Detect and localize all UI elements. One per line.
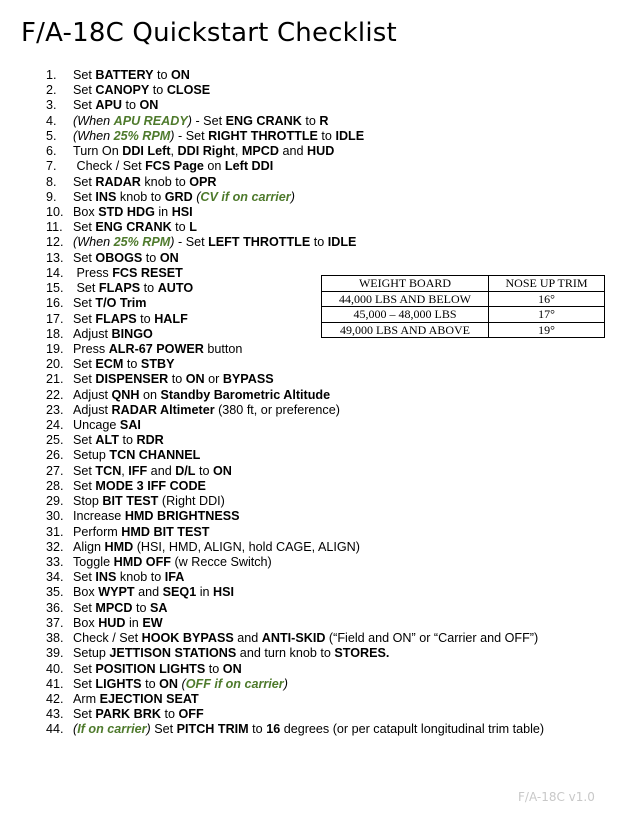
step-text: and turn knob to bbox=[236, 646, 335, 661]
step-text: in bbox=[125, 615, 143, 630]
bold-text: SAI bbox=[119, 418, 141, 433]
bold-text: FCS RESET bbox=[112, 265, 183, 280]
step-text: Set bbox=[73, 250, 96, 265]
step-text: ) bbox=[170, 128, 175, 143]
step-text: (“Field and ON” or “Carrier and OFF”) bbox=[325, 631, 539, 646]
bold-text: DDI Left bbox=[122, 144, 171, 159]
trim-cell: 17° bbox=[489, 307, 605, 323]
step-text: Stop bbox=[73, 494, 103, 509]
bold-text: EW bbox=[142, 615, 163, 630]
step-text: (380 ft, or preference) bbox=[214, 402, 340, 417]
step-text: to bbox=[118, 433, 137, 448]
bold-text: RDR bbox=[136, 433, 164, 448]
step-number: 40. bbox=[46, 661, 64, 676]
checklist-item bbox=[46, 68, 616, 83]
bold-text: Left DDI bbox=[224, 159, 274, 174]
bold-text: CANOPY bbox=[95, 83, 150, 98]
header-nose-up-trim: NOSE UP TRIM bbox=[489, 276, 605, 292]
step-text: Box bbox=[73, 204, 99, 219]
step-text: (Right DDI) bbox=[158, 494, 225, 509]
checklist-item bbox=[46, 220, 616, 235]
checklist-item bbox=[46, 159, 616, 174]
highlight-text: APU READY bbox=[113, 113, 188, 128]
checklist-item bbox=[46, 433, 616, 448]
checklist-item bbox=[46, 631, 616, 646]
step-number: 5. bbox=[46, 128, 57, 143]
checklist-item bbox=[46, 601, 616, 616]
step-text: Set bbox=[73, 189, 96, 204]
bold-text: INS bbox=[95, 189, 117, 204]
step-text: Perform bbox=[73, 524, 122, 539]
step-number: 11. bbox=[46, 220, 63, 235]
step-number: 41. bbox=[46, 676, 64, 691]
bold-text: MODE 3 IFF CODE bbox=[95, 478, 206, 493]
step-text: - Set bbox=[174, 235, 209, 250]
step-text: Set bbox=[73, 570, 96, 585]
step-text: to bbox=[248, 722, 267, 737]
bold-text: HMD bbox=[104, 539, 134, 554]
step-number: 19. bbox=[46, 341, 64, 356]
bold-text: HOOK BYPASS bbox=[141, 631, 234, 646]
bold-text: ENG CRANK bbox=[95, 220, 172, 235]
bold-text: IFF bbox=[128, 463, 148, 478]
step-text: to bbox=[140, 281, 158, 296]
step-number: 25. bbox=[46, 433, 64, 448]
checklist-item bbox=[46, 540, 616, 555]
step-text: to bbox=[122, 98, 140, 113]
bold-text: HUD bbox=[307, 144, 335, 159]
bold-text: HMD OFF bbox=[113, 555, 171, 569]
bold-text: Standby Barometric Altitude bbox=[160, 387, 331, 402]
step-number: 38. bbox=[46, 631, 64, 646]
step-number: 7. bbox=[46, 159, 57, 174]
step-number: 6. bbox=[46, 144, 57, 159]
highlight-text: 25% RPM bbox=[113, 235, 171, 250]
checklist-item bbox=[46, 692, 616, 707]
checklist-item bbox=[46, 464, 616, 479]
bold-text: MPCD bbox=[95, 600, 133, 615]
version-footer: F/A-18C v1.0 bbox=[518, 790, 595, 804]
step-text: Set bbox=[73, 478, 96, 493]
step-number: 23. bbox=[46, 402, 64, 417]
step-text: - Set bbox=[191, 113, 226, 128]
bold-text: ECM bbox=[95, 357, 124, 372]
checklist-item bbox=[46, 98, 616, 113]
bold-text: PARK BRK bbox=[95, 707, 161, 722]
checklist-item bbox=[46, 418, 616, 433]
step-number: 35. bbox=[46, 585, 64, 600]
step-text: to bbox=[168, 372, 186, 387]
step-text: Set bbox=[73, 707, 96, 722]
bold-text: ON bbox=[159, 676, 178, 691]
step-text: , bbox=[170, 144, 178, 159]
step-text: to bbox=[160, 707, 179, 722]
bold-text: WYPT bbox=[98, 585, 135, 600]
trim-cell: 16° bbox=[489, 291, 605, 307]
step-text: Set bbox=[73, 296, 96, 311]
checklist bbox=[46, 68, 616, 738]
step-text: Toggle bbox=[73, 555, 114, 569]
step-text: and bbox=[233, 631, 262, 646]
checklist-item bbox=[46, 525, 616, 540]
checklist-item bbox=[46, 251, 616, 266]
step-text: Adjust bbox=[73, 387, 112, 402]
step-number: 21. bbox=[46, 372, 64, 387]
step-number: 34. bbox=[46, 570, 64, 585]
table-row bbox=[322, 322, 605, 338]
bold-text: BYPASS bbox=[222, 372, 274, 387]
bold-text: ON bbox=[159, 250, 179, 265]
step-text: to bbox=[123, 357, 141, 372]
step-text: (When bbox=[73, 128, 114, 143]
bold-text: STORES. bbox=[334, 646, 390, 661]
step-text: Adjust bbox=[73, 326, 112, 341]
checklist-item bbox=[46, 342, 616, 357]
checklist-item bbox=[46, 677, 616, 692]
bold-text: ALR-67 POWER bbox=[108, 341, 204, 356]
bold-text: SA bbox=[150, 600, 168, 615]
trim-cell: 19° bbox=[489, 322, 605, 338]
bold-text: ON bbox=[222, 661, 242, 676]
nose-up-trim-table bbox=[321, 275, 605, 338]
step-text: to bbox=[132, 600, 151, 615]
highlight-text: CV if on carrier bbox=[200, 189, 291, 204]
step-text: , bbox=[234, 144, 242, 159]
step-text: ( bbox=[196, 189, 201, 204]
step-number: 2. bbox=[46, 83, 57, 98]
step-text: and bbox=[147, 463, 176, 478]
bold-text: INS bbox=[95, 570, 117, 585]
bold-text: BATTERY bbox=[95, 68, 154, 82]
checklist-item bbox=[46, 479, 616, 494]
step-text: Align bbox=[73, 539, 105, 554]
step-number: 3. bbox=[46, 98, 57, 113]
step-text: ) bbox=[146, 722, 151, 737]
step-number: 13. bbox=[46, 250, 64, 265]
step-number: 30. bbox=[46, 509, 64, 524]
step-text: , bbox=[121, 463, 129, 478]
step-text: degrees (or per catapult longitudinal trim table) bbox=[280, 722, 545, 737]
step-text: Check / Set bbox=[73, 159, 146, 174]
step-text: Box bbox=[73, 615, 99, 630]
bold-text: HMD BIT TEST bbox=[121, 524, 210, 539]
checklist-item bbox=[46, 114, 616, 129]
step-number: 31. bbox=[46, 524, 64, 539]
bold-text: OFF bbox=[178, 707, 204, 722]
highlight-text: OFF if on carrier bbox=[185, 676, 284, 691]
step-number: 44. bbox=[46, 722, 64, 737]
bold-text: ON bbox=[213, 463, 232, 478]
step-text: Set bbox=[73, 661, 96, 676]
bold-text: FLAPS bbox=[98, 281, 141, 296]
step-text: Arm bbox=[73, 691, 100, 706]
step-number: 27. bbox=[46, 463, 64, 478]
step-text: Set bbox=[73, 372, 96, 387]
step-text: Check / Set bbox=[73, 631, 142, 646]
bold-text: HUD bbox=[98, 615, 126, 630]
step-text: (When bbox=[73, 113, 114, 128]
bold-text: LIGHTS bbox=[95, 676, 142, 691]
step-text: Set bbox=[73, 174, 96, 189]
step-number: 42. bbox=[46, 691, 64, 706]
step-text: to bbox=[301, 113, 320, 128]
step-number: 36. bbox=[46, 600, 64, 615]
checklist-item bbox=[46, 205, 616, 220]
bold-text: RIGHT THROTTLE bbox=[208, 128, 318, 143]
bold-text: RADAR bbox=[95, 174, 141, 189]
bold-text: L bbox=[189, 220, 197, 235]
step-text: Set bbox=[73, 83, 96, 98]
step-text: to bbox=[195, 463, 214, 478]
step-text: to bbox=[310, 235, 328, 250]
step-text: ) bbox=[170, 235, 175, 250]
bold-text: EJECTION SEAT bbox=[99, 691, 199, 706]
checklist-item bbox=[46, 585, 616, 600]
step-text: - Set bbox=[174, 128, 209, 143]
checklist-item bbox=[46, 509, 616, 524]
step-text: knob to bbox=[116, 189, 165, 204]
step-number: 12. bbox=[46, 235, 64, 250]
checklist-item bbox=[46, 616, 616, 631]
bold-text: OPR bbox=[189, 174, 217, 189]
step-text: in bbox=[196, 585, 214, 600]
table-row bbox=[322, 307, 605, 323]
step-text: to bbox=[317, 128, 336, 143]
checklist-item bbox=[46, 448, 616, 463]
step-number: 39. bbox=[46, 646, 64, 661]
bold-text: JETTISON STATIONS bbox=[109, 646, 237, 661]
bold-text: STD HDG bbox=[98, 204, 155, 219]
checklist-item bbox=[46, 403, 616, 418]
bold-text: HMD BRIGHTNESS bbox=[124, 509, 240, 524]
weight-cell: 49,000 LBS AND ABOVE bbox=[322, 322, 489, 338]
step-number: 16. bbox=[46, 296, 64, 311]
bold-text: HSI bbox=[171, 204, 193, 219]
bold-text: BIT TEST bbox=[102, 494, 159, 509]
step-text: or bbox=[204, 372, 223, 387]
step-number: 17. bbox=[46, 311, 64, 326]
bold-text: TCN CHANNEL bbox=[109, 448, 201, 463]
step-number: 24. bbox=[46, 418, 64, 433]
step-text: knob to bbox=[116, 570, 165, 585]
step-text: to bbox=[171, 220, 190, 235]
step-text: Increase bbox=[73, 509, 125, 524]
step-number: 15. bbox=[46, 281, 64, 296]
bold-text: DISPENSER bbox=[95, 372, 169, 387]
step-text: Set bbox=[73, 68, 96, 82]
step-number: 14. bbox=[46, 265, 64, 280]
checklist-item bbox=[46, 83, 616, 98]
bold-text: HSI bbox=[213, 585, 235, 600]
bold-text: ANTI-SKID bbox=[261, 631, 326, 646]
step-text: Adjust bbox=[73, 402, 112, 417]
step-number: 43. bbox=[46, 707, 64, 722]
step-text: ( bbox=[73, 722, 78, 737]
bold-text: IFA bbox=[164, 570, 185, 585]
step-text: ) bbox=[283, 676, 288, 691]
bold-text: GRD bbox=[164, 189, 193, 204]
bold-text: CLOSE bbox=[166, 83, 211, 98]
weight-cell: 45,000 – 48,000 LBS bbox=[322, 307, 489, 323]
header-weight-board: WEIGHT BOARD bbox=[322, 276, 489, 292]
bold-text: POSITION LIGHTS bbox=[95, 661, 206, 676]
step-number: 33. bbox=[46, 555, 64, 569]
checklist-item bbox=[46, 722, 616, 737]
step-text: Set bbox=[73, 676, 96, 691]
step-number: 4. bbox=[46, 113, 57, 128]
step-text: Set bbox=[73, 600, 96, 615]
step-number: 22. bbox=[46, 387, 64, 402]
step-text: (w Recce Switch) bbox=[170, 555, 272, 569]
step-text: to bbox=[149, 83, 167, 98]
bold-text: HALF bbox=[154, 311, 188, 326]
step-text: Setup bbox=[73, 448, 110, 463]
step-text: (HSI, HMD, ALIGN, hold CAGE, ALIGN) bbox=[133, 539, 360, 554]
step-text: knob to bbox=[140, 174, 190, 189]
step-text: Set bbox=[73, 220, 96, 235]
bold-text: DDI Right bbox=[177, 144, 235, 159]
table-row bbox=[322, 291, 605, 307]
bold-text: D/L bbox=[175, 463, 196, 478]
checklist-item bbox=[46, 129, 616, 144]
step-number: 29. bbox=[46, 494, 64, 509]
checklist-item bbox=[46, 707, 616, 722]
checklist-item bbox=[46, 388, 616, 403]
step-number: 10. bbox=[46, 204, 64, 219]
checklist-item bbox=[46, 662, 616, 677]
bold-text: ON bbox=[185, 372, 205, 387]
weight-cell: 44,000 LBS AND BELOW bbox=[322, 291, 489, 307]
bold-text: ON bbox=[171, 68, 190, 82]
bold-text: FCS Page bbox=[145, 159, 204, 174]
bold-text: MPCD bbox=[241, 144, 279, 159]
step-number: 28. bbox=[46, 478, 64, 493]
step-text: Set bbox=[73, 463, 96, 478]
step-text: to bbox=[205, 661, 223, 676]
page-title: F/A-18C Quickstart Checklist bbox=[21, 18, 397, 48]
bold-text: ALT bbox=[95, 433, 119, 448]
step-number: 8. bbox=[46, 174, 57, 189]
checklist-item bbox=[46, 144, 616, 159]
step-text: to bbox=[142, 250, 160, 265]
bold-text: 16 bbox=[266, 722, 281, 737]
step-text: Uncage bbox=[73, 418, 120, 433]
step-number: 26. bbox=[46, 448, 64, 463]
step-text: Box bbox=[73, 585, 99, 600]
bold-text: OBOGS bbox=[95, 250, 143, 265]
step-number: 20. bbox=[46, 357, 64, 372]
bold-text: RADAR Altimeter bbox=[111, 402, 215, 417]
step-text: Set bbox=[73, 311, 96, 326]
step-number: 32. bbox=[46, 539, 64, 554]
bold-text: QNH bbox=[111, 387, 140, 402]
step-text: Turn On bbox=[73, 144, 123, 159]
step-number: 37. bbox=[46, 615, 64, 630]
step-text: Set bbox=[150, 722, 177, 737]
checklist-item bbox=[46, 555, 616, 570]
bold-text: ON bbox=[139, 98, 159, 113]
checklist-item bbox=[46, 494, 616, 509]
bold-text: AUTO bbox=[157, 281, 194, 296]
step-text: Set bbox=[73, 281, 99, 296]
bold-text: TCN bbox=[95, 463, 122, 478]
checklist-item bbox=[46, 570, 616, 585]
checklist-item bbox=[46, 357, 616, 372]
step-number: 9. bbox=[46, 189, 57, 204]
bold-text: IDLE bbox=[327, 235, 357, 250]
step-number: 1. bbox=[46, 68, 57, 82]
step-text: on bbox=[203, 159, 225, 174]
step-text: button bbox=[203, 341, 243, 356]
checklist-item bbox=[46, 235, 616, 250]
checklist-item bbox=[46, 372, 616, 387]
checklist-item bbox=[46, 190, 616, 205]
step-text: on bbox=[139, 387, 161, 402]
step-text: ( bbox=[181, 676, 186, 691]
step-text: Press bbox=[73, 341, 109, 356]
step-text: Set bbox=[73, 98, 96, 113]
step-text: Press bbox=[73, 265, 113, 280]
step-text: to bbox=[136, 311, 155, 326]
step-text: Setup bbox=[73, 646, 110, 661]
checklist-item bbox=[46, 646, 616, 661]
bold-text: ENG CRANK bbox=[225, 113, 302, 128]
step-text: ) bbox=[187, 113, 192, 128]
bold-text: LEFT THROTTLE bbox=[208, 235, 311, 250]
bold-text: IDLE bbox=[335, 128, 365, 143]
bold-text: SEQ1 bbox=[162, 585, 197, 600]
bold-text: FLAPS bbox=[95, 311, 137, 326]
bold-text: APU bbox=[95, 98, 122, 113]
highlight-text: If on carrier bbox=[77, 722, 147, 737]
step-text: Set bbox=[73, 357, 96, 372]
checklist-item bbox=[46, 175, 616, 190]
step-number: 18. bbox=[46, 326, 64, 341]
step-text: to bbox=[153, 68, 171, 82]
step-text: and bbox=[278, 144, 307, 159]
step-text: ) bbox=[290, 189, 295, 204]
step-text: and bbox=[134, 585, 163, 600]
step-text: in bbox=[154, 204, 172, 219]
bold-text: PITCH TRIM bbox=[176, 722, 249, 737]
step-text: (When bbox=[73, 235, 114, 250]
bold-text: R bbox=[319, 113, 329, 128]
bold-text: STBY bbox=[140, 357, 175, 372]
bold-text: BINGO bbox=[111, 326, 153, 341]
highlight-text: 25% RPM bbox=[113, 128, 171, 143]
table-header-row bbox=[322, 276, 605, 292]
step-text: Set bbox=[73, 433, 96, 448]
bold-text: T/O Trim bbox=[95, 296, 147, 311]
step-text: to bbox=[141, 676, 160, 691]
